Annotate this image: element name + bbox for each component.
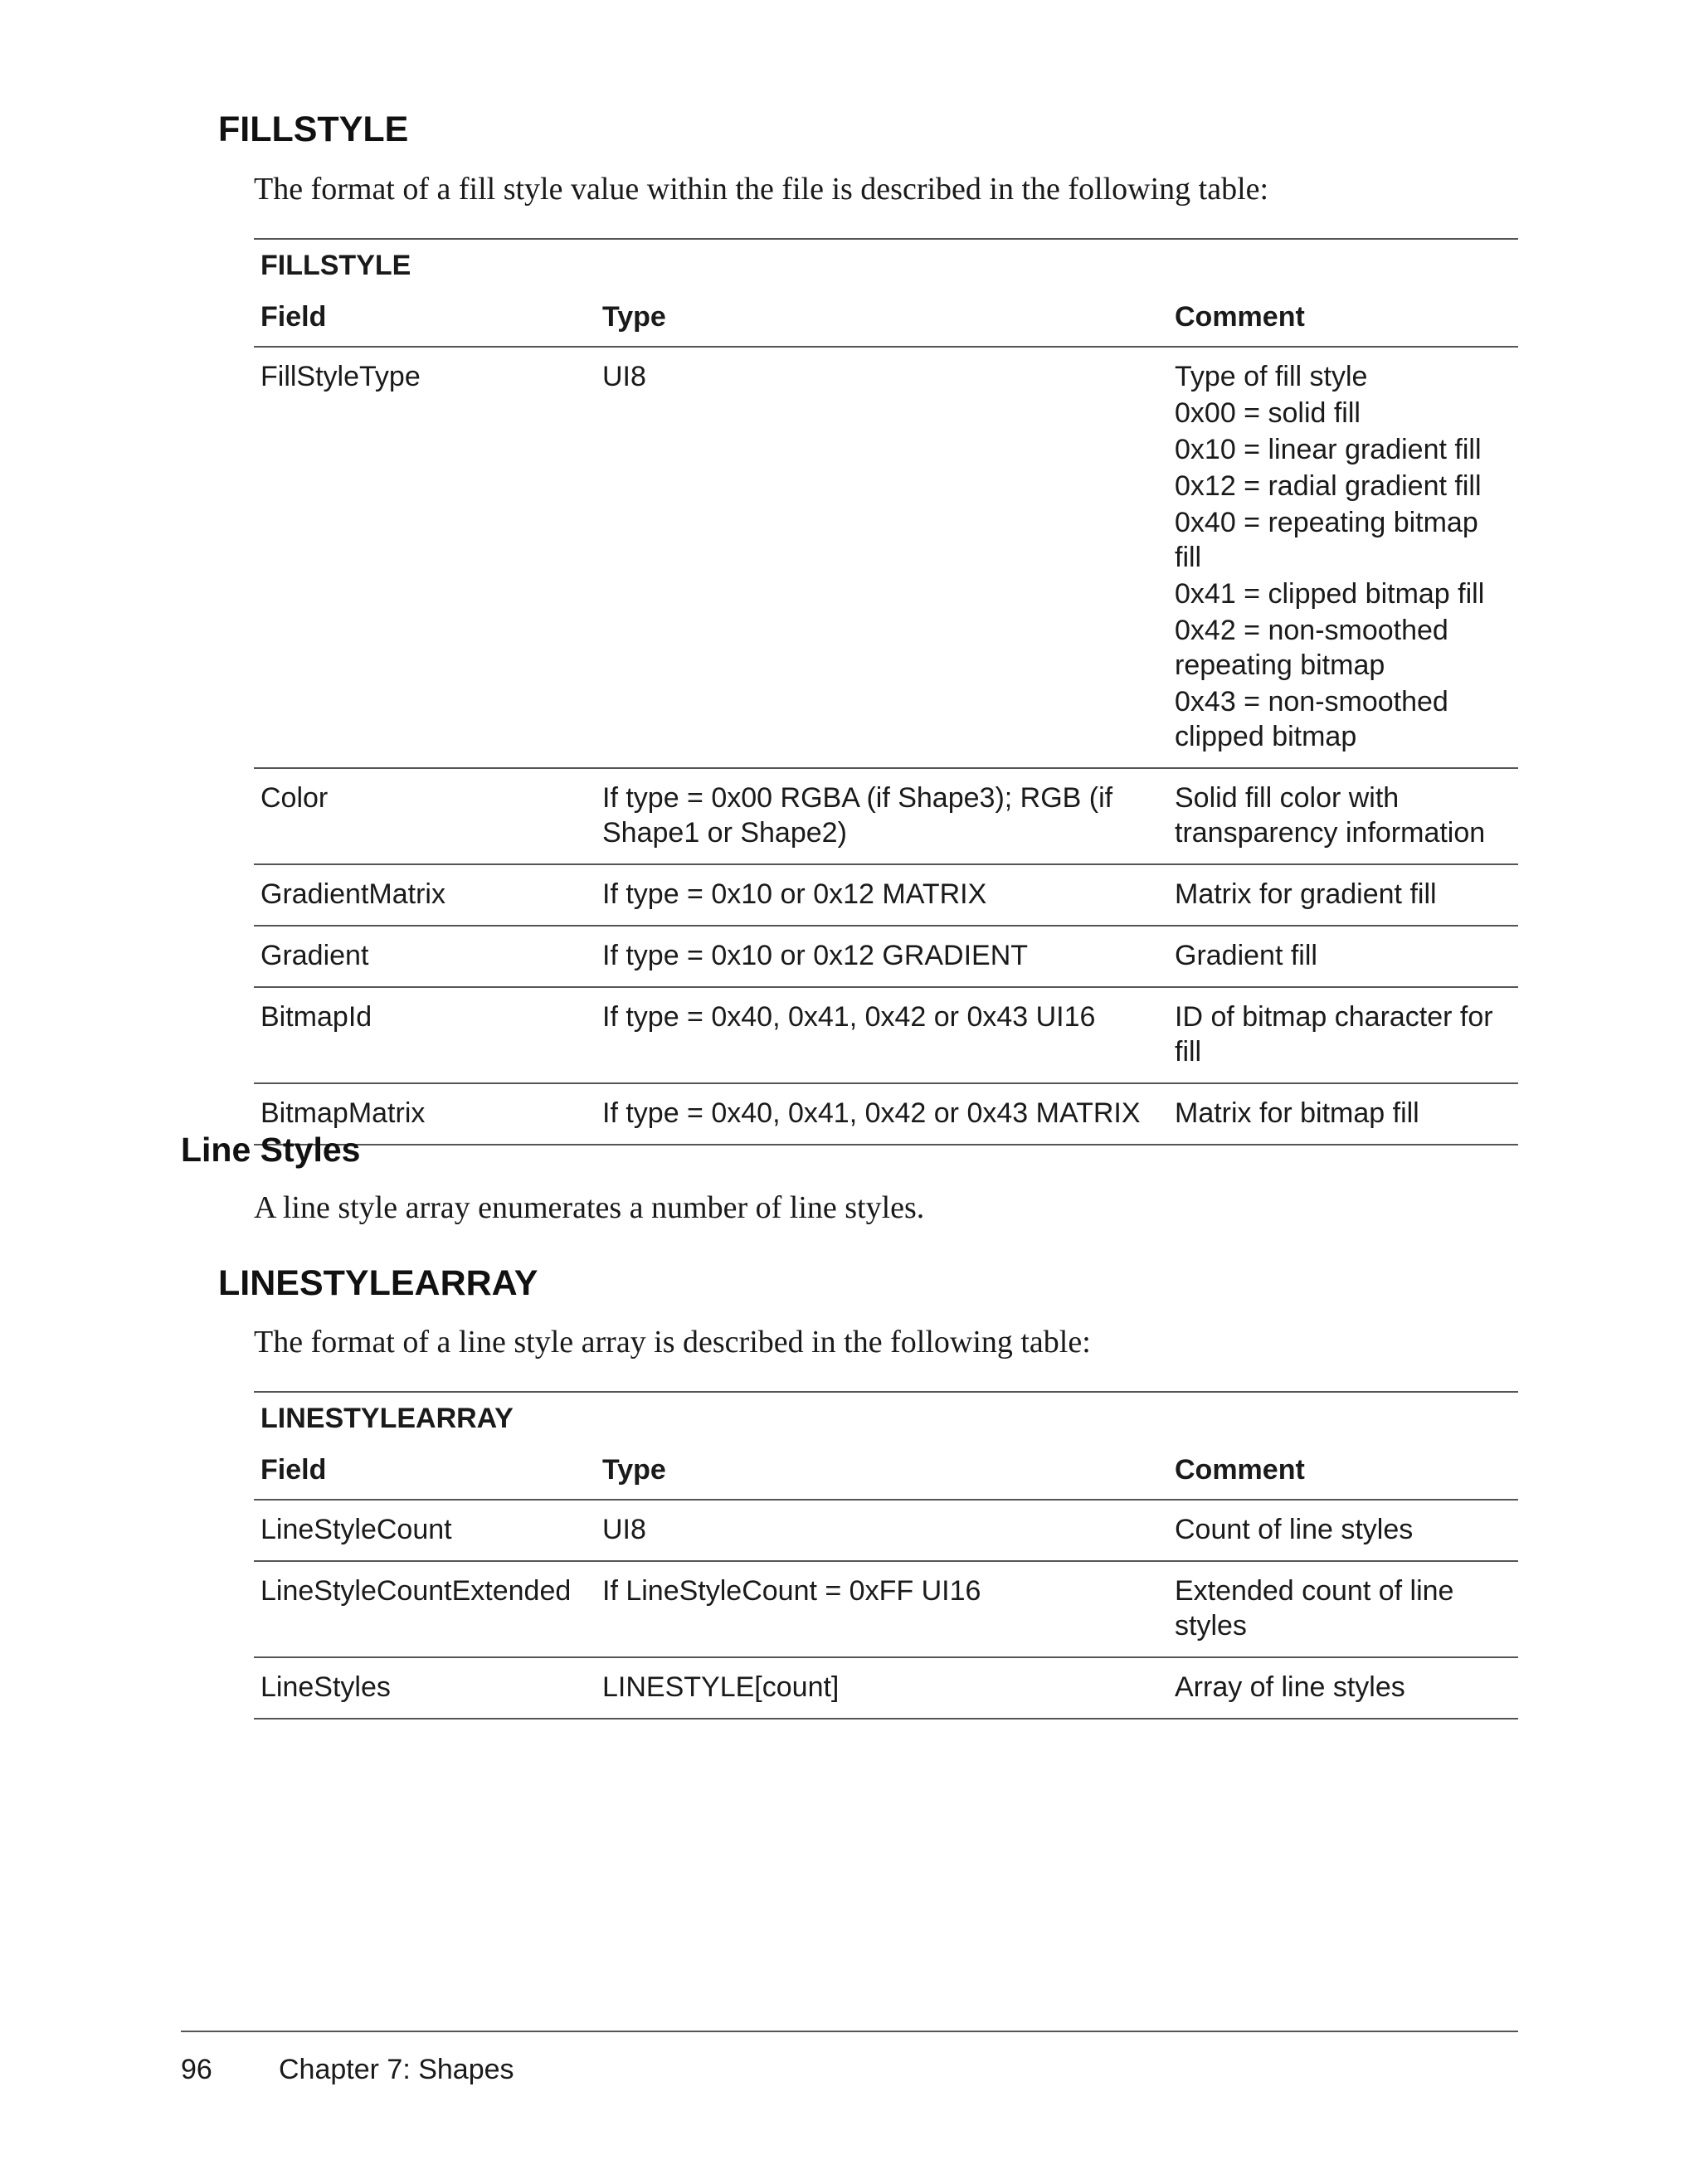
cell-field: LineStyleCount xyxy=(254,1500,596,1561)
cell-comment xyxy=(1168,768,1518,864)
cell-field: GradientMatrix xyxy=(254,864,596,926)
cell-comment xyxy=(1168,926,1518,987)
comment-line: Array of line styles xyxy=(1175,1671,1405,1703)
line-styles-heading: Line Styles xyxy=(181,1131,361,1169)
cell-field: LineStyles xyxy=(254,1657,596,1719)
footer-rule xyxy=(181,2031,1518,2032)
linestylearray-heading: LINESTYLEARRAY xyxy=(218,1263,538,1303)
cell-comment xyxy=(1168,347,1518,768)
comment-line: Type of fill style xyxy=(1175,361,1368,392)
column-header-type: Type xyxy=(596,1449,1168,1500)
cell-field: Color xyxy=(254,768,596,864)
comment-line: ID of bitmap character for fill xyxy=(1175,1001,1493,1068)
comment-line: Gradient fill xyxy=(1175,940,1317,971)
cell-type: UI8 xyxy=(596,347,1168,768)
column-header-type: Type xyxy=(596,296,1168,347)
cell-type: UI8 xyxy=(596,1500,1168,1561)
fillstyle-heading: FILLSTYLE xyxy=(218,109,409,149)
table-row xyxy=(254,1083,1518,1145)
cell-comment xyxy=(1168,987,1518,1083)
comment-line: 0x40 = repeating bitmap fill xyxy=(1175,507,1478,573)
table-row xyxy=(254,926,1518,987)
column-header-field: Field xyxy=(254,296,596,347)
table-row xyxy=(254,1657,1518,1719)
comment-line: 0x00 = solid fill xyxy=(1175,397,1361,429)
cell-field: FillStyleType xyxy=(254,347,596,768)
fillstyle-table-title: FILLSTYLE xyxy=(260,250,411,281)
cell-comment xyxy=(1168,1657,1518,1719)
cell-type: LINESTYLE[count] xyxy=(596,1657,1168,1719)
table-row xyxy=(254,768,1518,864)
cell-comment xyxy=(1168,1561,1518,1657)
linestylearray-table xyxy=(254,1391,1518,1719)
comment-line: 0x41 = clipped bitmap fill xyxy=(1175,578,1485,610)
cell-comment xyxy=(1168,1500,1518,1561)
cell-type: If type = 0x40, 0x41, 0x42 or 0x43 MATRIX xyxy=(596,1083,1168,1145)
comment-line: Matrix for gradient fill xyxy=(1175,878,1437,910)
comment-line: Count of line styles xyxy=(1175,1514,1414,1545)
cell-type: If type = 0x10 or 0x12 MATRIX xyxy=(596,864,1168,926)
cell-comment xyxy=(1168,1083,1518,1145)
cell-field: Gradient xyxy=(254,926,596,987)
cell-type: If LineStyleCount = 0xFF UI16 xyxy=(596,1561,1168,1657)
cell-comment xyxy=(1168,864,1518,926)
comment-line: Extended count of line styles xyxy=(1175,1575,1454,1642)
chapter-title: Chapter 7: Shapes xyxy=(279,2054,514,2085)
column-header-comment: Comment xyxy=(1168,1449,1518,1500)
page-number: 96 xyxy=(181,2054,212,2085)
comment-line: 0x10 = linear gradient fill xyxy=(1175,434,1482,465)
table-row xyxy=(254,347,1518,768)
column-header-field: Field xyxy=(254,1449,596,1500)
cell-field: BitmapMatrix xyxy=(254,1083,596,1145)
comment-line: 0x42 = non-smoothed repeating bitmap xyxy=(1175,615,1448,681)
line-styles-intro: A line style array enumerates a number of line styles. xyxy=(254,1190,925,1225)
cell-field: BitmapId xyxy=(254,987,596,1083)
column-header-comment: Comment xyxy=(1168,296,1518,347)
cell-type: If type = 0x10 or 0x12 GRADIENT xyxy=(596,926,1168,987)
comment-line: Solid fill color with transparency information xyxy=(1175,782,1486,849)
comment-line: 0x12 = radial gradient fill xyxy=(1175,470,1482,502)
linestylearray-table-title: LINESTYLEARRAY xyxy=(260,1403,514,1434)
comment-line: 0x43 = non-smoothed clipped bitmap xyxy=(1175,686,1448,752)
table-row xyxy=(254,1500,1518,1561)
table-row xyxy=(254,1561,1518,1657)
table-row xyxy=(254,864,1518,926)
table-row xyxy=(254,987,1518,1083)
comment-line: Matrix for bitmap fill xyxy=(1175,1097,1419,1129)
fillstyle-table xyxy=(254,238,1518,1146)
cell-type: If type = 0x40, 0x41, 0x42 or 0x43 UI16 xyxy=(596,987,1168,1083)
fillstyle-intro: The format of a fill style value within the file is described in the following table: xyxy=(254,172,1269,207)
linestylearray-intro: The format of a line style array is described in the following table: xyxy=(254,1325,1091,1360)
cell-type: If type = 0x00 RGBA (if Shape3); RGB (if Shape1 or Shape2) xyxy=(596,768,1168,864)
cell-field: LineStyleCountExtended xyxy=(254,1561,596,1657)
